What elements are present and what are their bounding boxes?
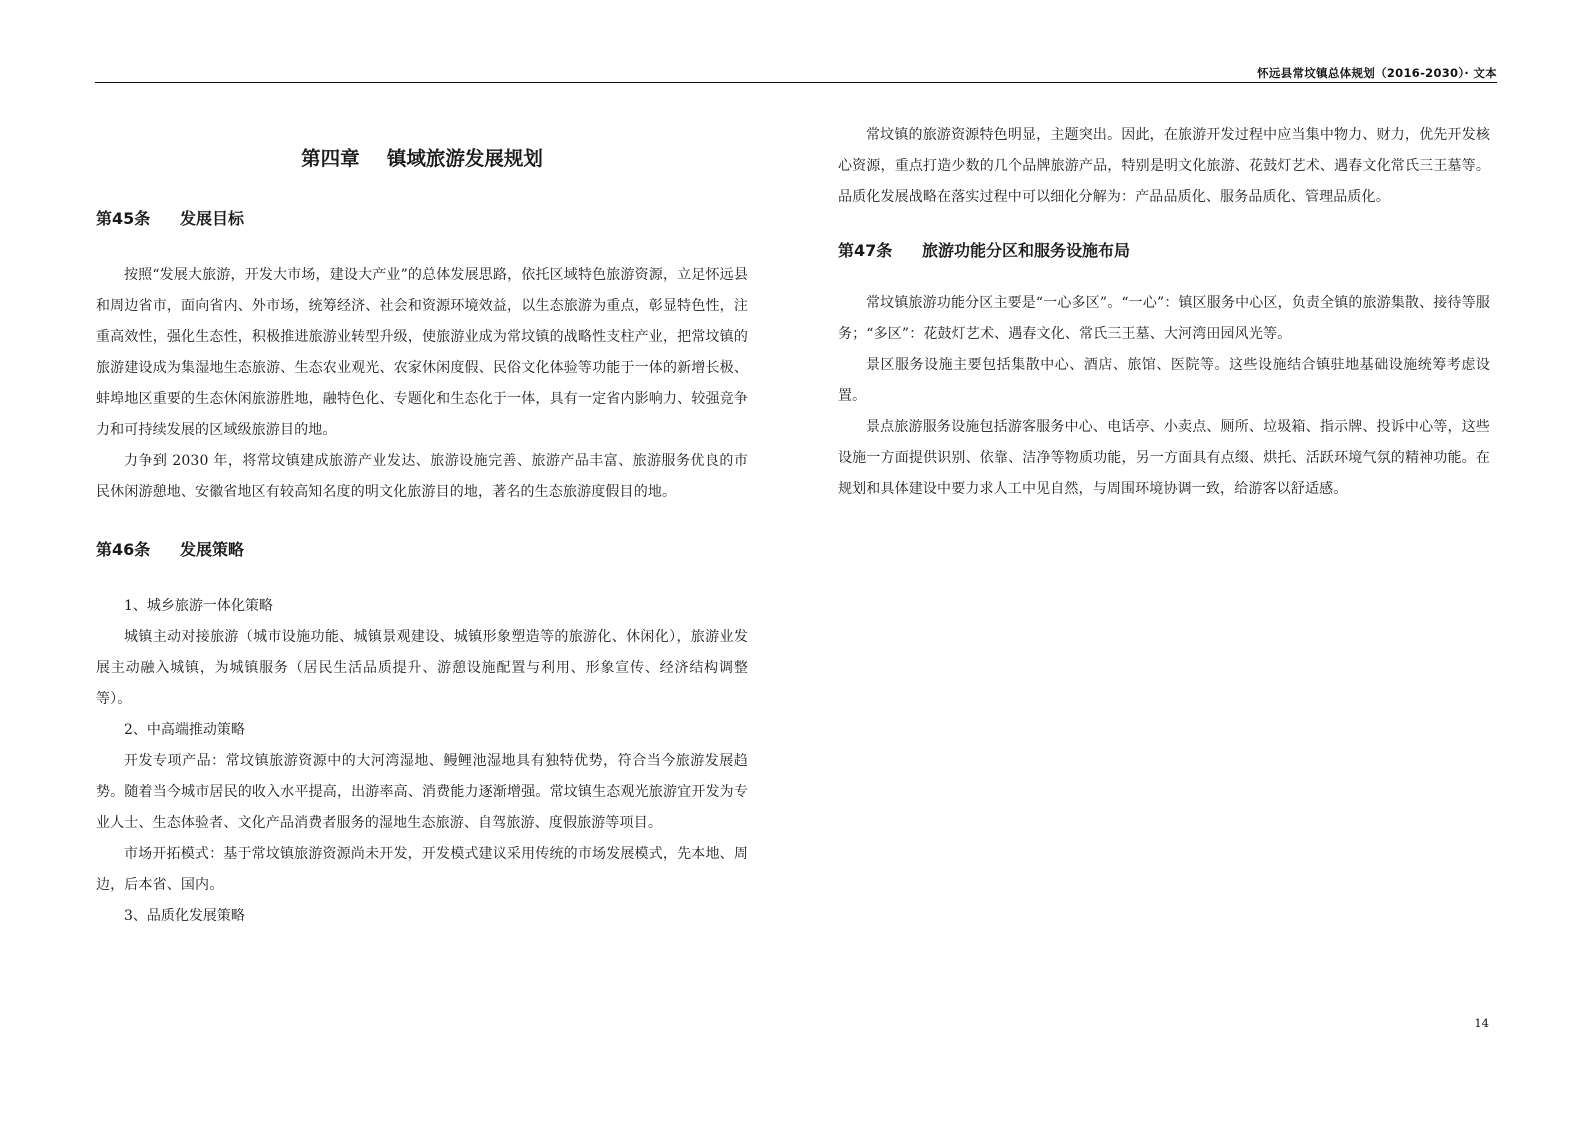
article-47-paragraph: 常坟镇旅游功能分区主要是“一心多区”。“一心”：镇区服务中心区，负责全镇的旅游集散、接待等服务；“多区”：花鼓灯艺术、遇春文化、常氏三王墓、大河湾田园风光等。 [838,295,1490,342]
article-46-title: 发展策略 [180,540,245,559]
article-45-title: 发展目标 [180,209,245,228]
article-47-paragraph: 景点旅游服务设施包括游客服务中心、电话亭、小卖点、厕所、垃圾箱、指示牌、投诉中心等，这些设施一方面提供识别、依靠、洁净等物质功能，另一方面具有点缀、烘托、活跃环境气氛的精神功能。在规划和具体建设中要力求人工中见自然，与周围环境协调一致，给游客以舒适感。 [838,419,1490,497]
strategy-1-paragraph: 城镇主动对接旅游（城市设施功能、城镇景观建设、城镇形象塑造等的旅游化、休闲化），旅游业发展主动融入城镇，为城镇服务（居民生活品质提升、游憩设施配置与利用、形象宣传、经济结构调整等）。 [96,629,748,707]
strategy-2-paragraph: 开发专项产品：常坟镇旅游资源中的大河湾湿地、鳗鲤池湿地具有独特优势，符合当今旅游发展趋势。随着当今城市居民的收入水平提高，出游率高、消费能力逐渐增强。常坟镇生态观光旅游宜开发为专业人士、生态体验者、文化产品消费者服务的湿地生态旅游、自驾旅游、度假旅游等项目。 [96,753,748,831]
strategy-2-paragraph: 市场开拓模式：基于常坟镇旅游资源尚未开发，开发模式建议采用传统的市场发展模式，先本地、周边，后本省、国内。 [96,846,748,893]
header-rule [95,82,1497,83]
article-45-paragraph: 按照“发展大旅游，开发大市场，建设大产业”的总体发展思路，依托区域特色旅游资源，立足怀远县和周边省市，面向省内、外市场，统筹经济、社会和资源环境效益，以生态旅游为重点，彰显特色性，注重高效性，强化生态性，积极推进旅游业转型升级，使旅游业成为常坟镇的战略性支柱产业，把常坟镇的旅游建设成为集湿地生态旅游、生态农业观光、农家休闲度假、民俗文化体验等功能于一体的新增长极、蚌埠地区重要的生态休闲旅游胜地，融特色化、专题化和生态化于一体，具有一定省内影响力、较强竞争力和可持续发展的区域级旅游目的地。 [96,267,748,438]
article-47-paragraph: 景区服务设施主要包括集散中心、酒店、旅馆、医院等。这些设施结合镇驻地基础设施统筹考虑设置。 [838,357,1490,404]
article-45-heading [96,205,748,233]
right-column [838,118,1490,505]
running-header: 怀远县常坟镇总体规划（2016-2030）· 文本 [1257,66,1497,80]
article-45-number: 第45条 [96,209,151,228]
article-45-body [96,260,748,508]
article-47-heading [838,237,1490,265]
strategy-1-title: 1、城乡旅游一体化策略 [124,598,273,614]
article-46-body [96,591,748,932]
article-47-number: 第47条 [838,241,893,260]
article-47-body [838,288,1490,505]
page-number: 14 [1474,1016,1489,1030]
article-46-heading [96,536,748,564]
article-47-title: 旅游功能分区和服务设施布局 [922,241,1131,260]
article-45-paragraph: 力争到 2030 年，将常坟镇建成旅游产业发达、旅游设施完善、旅游产品丰富、旅游服务优良的市民休闲游憩地、安徽省地区有较高知名度的明文化旅游目的地，著名的生态旅游度假目的地。 [96,453,748,500]
left-column [96,118,748,932]
strategy-3-paragraph: 常坟镇的旅游资源特色明显，主题突出。因此，在旅游开发过程中应当集中物力、财力，优先开发核心资源，重点打造少数的几个品牌旅游产品，特别是明文化旅游、花鼓灯艺术、遇春文化常氏三王墓等。品质化发展战略在落实过程中可以细化分解为：产品品质化、服务品质化、管理品质化。 [838,127,1490,205]
strategy-3-title: 3、品质化发展策略 [124,908,245,924]
strategy-2-title: 2、中高端推动策略 [124,722,245,738]
chapter-title: 第四章 镇域旅游发展规划 [301,147,543,170]
article-46-number: 第46条 [96,540,151,559]
